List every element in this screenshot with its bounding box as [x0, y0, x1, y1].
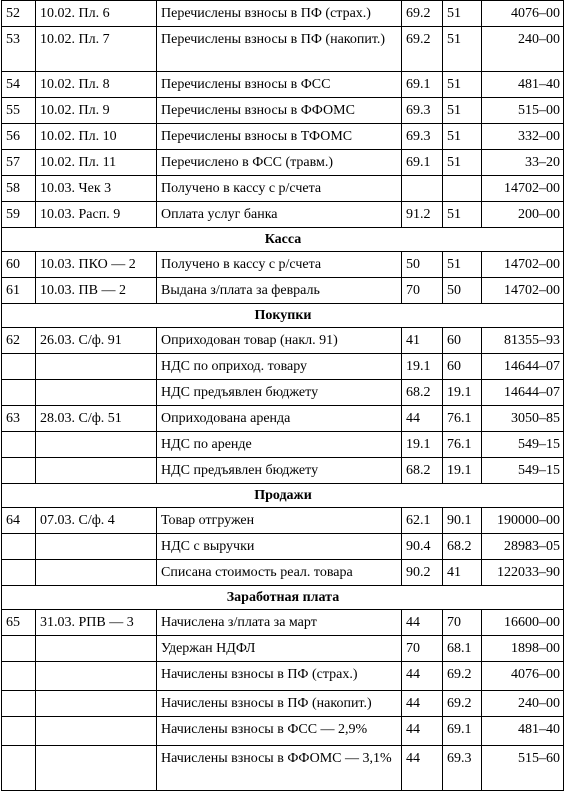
entry-number: 62	[2, 328, 36, 354]
entry-document	[36, 717, 157, 746]
entry-credit: 51	[443, 98, 482, 124]
entry-document	[36, 636, 157, 662]
entry-document: 10.02. Пл. 9	[36, 98, 157, 124]
entry-document: 31.03. РПВ — 3	[36, 610, 157, 636]
entry-number: 61	[2, 278, 36, 304]
entry-amount: 200–00	[482, 202, 564, 228]
entry-number: 60	[2, 252, 36, 278]
entry-amount: 240–00	[482, 691, 564, 717]
entry-operation: Начислены взносы в ПФ (накопит.)	[157, 691, 402, 717]
entry-number: 53	[2, 27, 36, 72]
entry-operation: Получено в кассу с р/счета	[157, 176, 402, 202]
entry-credit: 69.3	[443, 746, 482, 791]
entry-operation: Перечислены взносы в ПФ (накопит.)	[157, 27, 402, 72]
entry-credit: 50	[443, 278, 482, 304]
entry-amount: 1898–00	[482, 636, 564, 662]
entry-credit: 69.2	[443, 691, 482, 717]
entry-number: 63	[2, 406, 36, 432]
entry-debit: 69.2	[402, 27, 443, 72]
ledger-row	[2, 27, 564, 72]
entry-document	[36, 560, 157, 586]
entry-number	[2, 746, 36, 791]
entry-debit: 69.3	[402, 98, 443, 124]
entry-document	[36, 380, 157, 406]
entry-operation: Удержан НДФЛ	[157, 636, 402, 662]
entry-amount: 481–40	[482, 72, 564, 98]
entry-operation: Перечислены взносы в ТФОМС	[157, 124, 402, 150]
ledger-row	[2, 662, 564, 691]
entry-number	[2, 432, 36, 458]
ledger-row	[2, 124, 564, 150]
entry-amount: 332–00	[482, 124, 564, 150]
entry-debit: 44	[402, 691, 443, 717]
entry-operation: НДС с выручки	[157, 534, 402, 560]
entry-debit: 44	[402, 717, 443, 746]
entry-operation: Выдана з/плата за февраль	[157, 278, 402, 304]
ledger-row	[2, 746, 564, 791]
ledger-row	[2, 691, 564, 717]
entry-amount: 14644–07	[482, 354, 564, 380]
entry-amount: 3050–85	[482, 406, 564, 432]
entry-amount: 14702–00	[482, 278, 564, 304]
entry-credit: 51	[443, 252, 482, 278]
entry-operation: Оприходована аренда	[157, 406, 402, 432]
entry-debit: 68.2	[402, 380, 443, 406]
entry-operation: Перечислено в ФСС (травм.)	[157, 150, 402, 176]
ledger-row	[2, 717, 564, 746]
entry-amount: 240–00	[482, 27, 564, 72]
entry-operation: Начислены взносы в ПФ (страх.)	[157, 662, 402, 691]
entry-operation: НДС предъявлен бюджету	[157, 380, 402, 406]
entry-number: 52	[2, 1, 36, 27]
ledger-table	[1, 0, 564, 791]
entry-number: 59	[2, 202, 36, 228]
entry-amount: 481–40	[482, 717, 564, 746]
section-header-row	[2, 228, 564, 252]
entry-number	[2, 458, 36, 484]
ledger-row	[2, 406, 564, 432]
section-title: Продажи	[2, 484, 564, 508]
entry-debit: 19.1	[402, 432, 443, 458]
ledger-row	[2, 328, 564, 354]
entry-credit: 68.1	[443, 636, 482, 662]
entry-operation: Перечислены взносы в ПФ (страх.)	[157, 1, 402, 27]
entry-document: 10.03. Расп. 9	[36, 202, 157, 228]
section-header-row	[2, 586, 564, 610]
section-title: Заработная плата	[2, 586, 564, 610]
entry-credit: 60	[443, 354, 482, 380]
entry-amount: 16600–00	[482, 610, 564, 636]
entry-document: 10.02. Пл. 7	[36, 27, 157, 72]
entry-debit: 90.2	[402, 560, 443, 586]
ledger-row	[2, 560, 564, 586]
entry-credit: 51	[443, 124, 482, 150]
entry-document	[36, 534, 157, 560]
entry-debit: 50	[402, 252, 443, 278]
entry-amount: 14644–07	[482, 380, 564, 406]
ledger-row	[2, 534, 564, 560]
entry-debit: 41	[402, 328, 443, 354]
entry-credit: 76.1	[443, 432, 482, 458]
entry-amount: 515–60	[482, 746, 564, 791]
entry-number: 56	[2, 124, 36, 150]
entry-credit: 76.1	[443, 406, 482, 432]
entry-debit: 19.1	[402, 354, 443, 380]
entry-amount: 81355–93	[482, 328, 564, 354]
entry-debit: 44	[402, 610, 443, 636]
entry-credit: 51	[443, 27, 482, 72]
entry-number	[2, 636, 36, 662]
entry-operation: НДС по оприход. товару	[157, 354, 402, 380]
entry-credit: 69.1	[443, 717, 482, 746]
entry-debit: 62.1	[402, 508, 443, 534]
entry-document	[36, 691, 157, 717]
entry-operation: Начислены взносы в ФСС — 2,9%	[157, 717, 402, 746]
entry-operation: Товар отгружен	[157, 508, 402, 534]
entry-document: 10.02. Пл. 10	[36, 124, 157, 150]
entry-amount: 14702–00	[482, 252, 564, 278]
entry-document: 10.03. Чек 3	[36, 176, 157, 202]
entry-credit	[443, 176, 482, 202]
entry-number: 64	[2, 508, 36, 534]
entry-document: 10.02. Пл. 8	[36, 72, 157, 98]
ledger-row	[2, 508, 564, 534]
entry-credit: 60	[443, 328, 482, 354]
entry-document: 07.03. С/ф. 4	[36, 508, 157, 534]
entry-debit: 70	[402, 278, 443, 304]
ledger-row	[2, 98, 564, 124]
entry-debit: 69.1	[402, 72, 443, 98]
ledger-row	[2, 150, 564, 176]
entry-document	[36, 746, 157, 791]
entry-amount: 28983–05	[482, 534, 564, 560]
section-header-row	[2, 304, 564, 328]
entry-debit: 69.2	[402, 1, 443, 27]
entry-document	[36, 662, 157, 691]
entry-debit: 68.2	[402, 458, 443, 484]
entry-credit: 51	[443, 150, 482, 176]
entry-amount: 14702–00	[482, 176, 564, 202]
ledger-body	[2, 1, 564, 791]
entry-amount: 549–15	[482, 458, 564, 484]
entry-document	[36, 458, 157, 484]
ledger-row	[2, 1, 564, 27]
entry-debit: 44	[402, 406, 443, 432]
entry-number	[2, 717, 36, 746]
entry-number: 65	[2, 610, 36, 636]
entry-amount: 33–20	[482, 150, 564, 176]
entry-document: 10.02. Пл. 6	[36, 1, 157, 27]
entry-amount: 515–00	[482, 98, 564, 124]
entry-credit: 69.2	[443, 662, 482, 691]
entry-operation: Получено в кассу с р/счета	[157, 252, 402, 278]
ledger-row	[2, 202, 564, 228]
entry-document	[36, 432, 157, 458]
entry-operation: Оприходован товар (накл. 91)	[157, 328, 402, 354]
entry-operation: НДС предъявлен бюджету	[157, 458, 402, 484]
entry-document: 10.02. Пл. 11	[36, 150, 157, 176]
entry-debit: 44	[402, 746, 443, 791]
entry-number	[2, 662, 36, 691]
entry-credit: 70	[443, 610, 482, 636]
ledger-row	[2, 610, 564, 636]
entry-credit: 41	[443, 560, 482, 586]
entry-document: 10.03. ПКО — 2	[36, 252, 157, 278]
section-title: Покупки	[2, 304, 564, 328]
entry-operation: Оплата услуг банка	[157, 202, 402, 228]
ledger-row	[2, 278, 564, 304]
entry-amount: 122033–90	[482, 560, 564, 586]
entry-operation: Перечислены взносы в ФСС	[157, 72, 402, 98]
entry-number: 57	[2, 150, 36, 176]
ledger-row	[2, 252, 564, 278]
entry-amount: 4076–00	[482, 1, 564, 27]
entry-operation: Начислены взносы в ФФОМС — 3,1%	[157, 746, 402, 791]
entry-number	[2, 380, 36, 406]
entry-debit: 69.3	[402, 124, 443, 150]
entry-credit: 51	[443, 72, 482, 98]
entry-debit: 44	[402, 662, 443, 691]
ledger-row	[2, 636, 564, 662]
entry-credit: 51	[443, 202, 482, 228]
entry-document	[36, 354, 157, 380]
ledger-row	[2, 176, 564, 202]
entry-credit: 51	[443, 1, 482, 27]
entry-number	[2, 560, 36, 586]
entry-number: 55	[2, 98, 36, 124]
entry-operation: Списана стоимость реал. товара	[157, 560, 402, 586]
entry-amount: 549–15	[482, 432, 564, 458]
entry-number: 54	[2, 72, 36, 98]
ledger-row	[2, 380, 564, 406]
ledger-row	[2, 354, 564, 380]
entry-amount: 190000–00	[482, 508, 564, 534]
entry-document: 28.03. С/ф. 51	[36, 406, 157, 432]
entry-credit: 19.1	[443, 458, 482, 484]
entry-credit: 19.1	[443, 380, 482, 406]
entry-debit: 70	[402, 636, 443, 662]
entry-number	[2, 691, 36, 717]
entry-credit: 68.2	[443, 534, 482, 560]
entry-operation: Перечислены взносы в ФФОМС	[157, 98, 402, 124]
ledger-row	[2, 432, 564, 458]
entry-debit: 90.4	[402, 534, 443, 560]
entry-amount: 4076–00	[482, 662, 564, 691]
section-title: Касса	[2, 228, 564, 252]
entry-operation: НДС по аренде	[157, 432, 402, 458]
ledger-row	[2, 458, 564, 484]
section-header-row	[2, 484, 564, 508]
entry-document: 26.03. С/ф. 91	[36, 328, 157, 354]
entry-operation: Начислена з/плата за март	[157, 610, 402, 636]
entry-document: 10.03. ПВ — 2	[36, 278, 157, 304]
entry-debit	[402, 176, 443, 202]
entry-number	[2, 534, 36, 560]
entry-number	[2, 354, 36, 380]
entry-number: 58	[2, 176, 36, 202]
entry-debit: 69.1	[402, 150, 443, 176]
ledger-row	[2, 72, 564, 98]
entry-debit: 91.2	[402, 202, 443, 228]
entry-credit: 90.1	[443, 508, 482, 534]
